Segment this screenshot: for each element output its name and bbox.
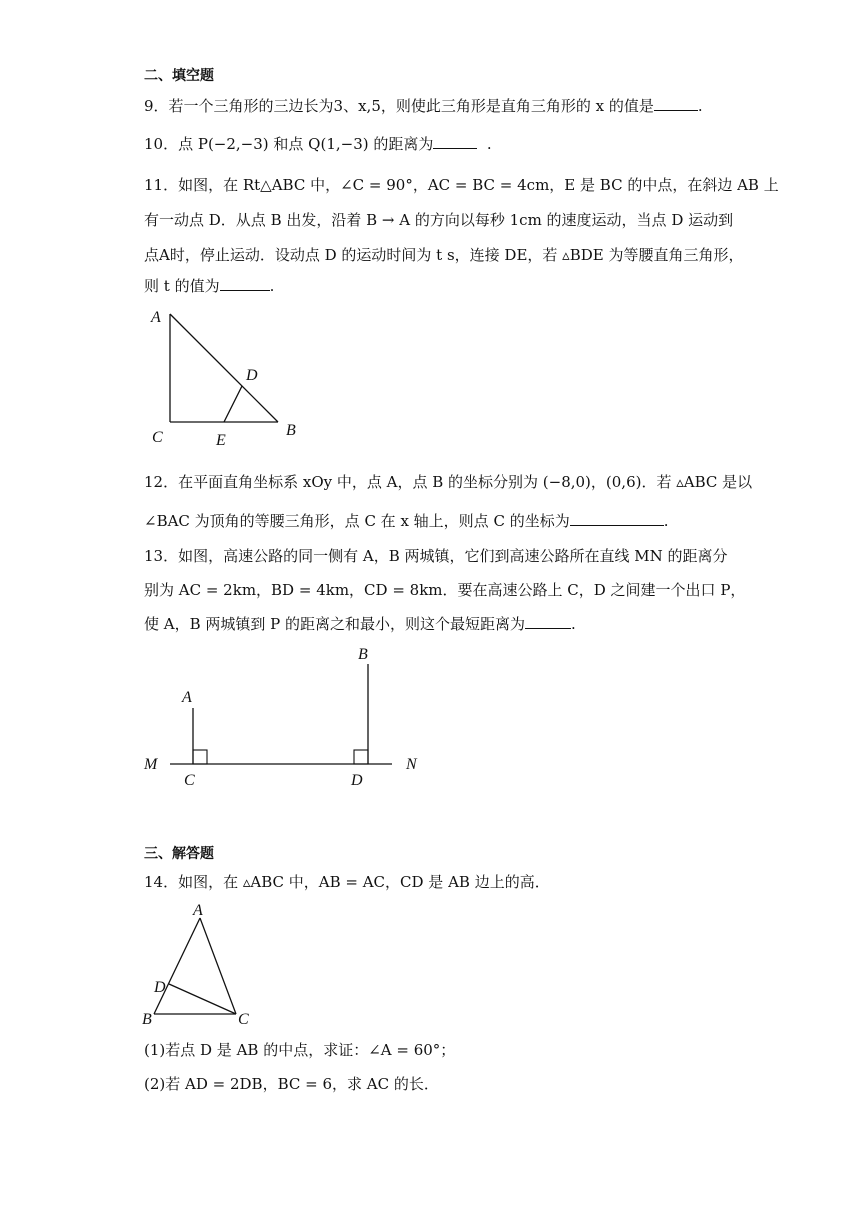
q10-end: . xyxy=(486,135,492,153)
question-11-line-2: 有一动点 D．从点 B 出发，沿着 B → A 的方向以每秒 1cm 的速度运动，当点 D 运动到 xyxy=(144,211,734,229)
q10-answer-blank[interactable] xyxy=(433,134,477,149)
q10-text: 10．点 P(−2,−3) 和点 Q(1,−3) 的距离为 xyxy=(144,135,434,153)
question-14-line-1: 14．如图，在 ▵ABC 中，AB = AC，CD 是 AB 边上的高． xyxy=(144,873,550,891)
question-12-line-1: 12．在平面直角坐标系 xOy 中，点 A，点 B 的坐标分别为 (−8,0)，(0,6)．若 ▵ABC 是以 xyxy=(144,473,753,491)
question-14-part-2: (2)若 AD = 2DB，BC = 6，求 AC 的长． xyxy=(144,1075,439,1093)
section-heading-fill-in: 二、填空题 xyxy=(144,68,214,84)
q9-end: . xyxy=(697,97,703,115)
q11-label-b: B xyxy=(286,422,296,439)
q13-label-d: D xyxy=(351,772,363,789)
q11-figure-right-triangle xyxy=(140,300,320,450)
question-14-part-1: (1)若点 D 是 AB 的中点，求证：∠A = 60°； xyxy=(144,1041,456,1059)
q14-segment-ab xyxy=(154,918,200,1014)
q11-text: 则 t 的值为 xyxy=(144,277,220,295)
q13-right-angle-c xyxy=(193,750,207,764)
q12-text: ∠BAC 为顶角的等腰三角形，点 C 在 x 轴上，则点 C 的坐标为 xyxy=(144,512,570,530)
q11-segment-ab xyxy=(170,314,278,422)
q13-right-angle-d xyxy=(354,750,368,764)
section-heading-solutions: 三、解答题 xyxy=(144,846,214,862)
q13-end: . xyxy=(571,615,576,633)
question-13-line-3 xyxy=(144,614,576,634)
question-11-line-1: 11．如图，在 Rt△ABC 中，∠C = 90°，AC = BC = 4cm，E 是 BC 的中点，在斜边 AB 上 xyxy=(144,176,779,194)
q13-label-b: B xyxy=(358,646,368,663)
q13-label-m: M xyxy=(144,756,158,773)
q11-label-c: C xyxy=(152,429,163,446)
q11-segment-de xyxy=(224,386,242,422)
q13-label-a: A xyxy=(182,689,192,706)
q12-answer-blank[interactable] xyxy=(570,511,664,526)
q14-label-c: C xyxy=(238,1011,249,1028)
question-12-line-2 xyxy=(144,511,668,531)
question-13-line-1: 13．如图，高速公路的同一侧有 A，B 两城镇，它们到高速公路所在直线 MN 的距离分 xyxy=(144,547,728,565)
q11-answer-blank[interactable] xyxy=(220,276,270,291)
q9-text: 9．若一个三角形的三边长为3、x,5，则使此三角形是直角三角形的 x 的值是 xyxy=(144,97,654,115)
q13-answer-blank[interactable] xyxy=(525,614,571,629)
q13-text: 使 A，B 两城镇到 P 的距离之和最小，则这个最短距离为 xyxy=(144,615,526,633)
q12-end: . xyxy=(663,512,669,530)
question-11-line-4 xyxy=(144,276,274,296)
q14-figure-isosceles-triangle xyxy=(138,900,268,1030)
q11-label-e: E xyxy=(216,432,226,449)
question-10 xyxy=(144,134,492,154)
q13-label-n: N xyxy=(406,756,417,773)
q14-label-a: A xyxy=(193,902,203,919)
question-9 xyxy=(144,96,703,116)
q14-label-b: B xyxy=(142,1011,152,1028)
q11-end: . xyxy=(269,277,275,295)
q13-figure-highway xyxy=(140,640,440,795)
q9-answer-blank[interactable] xyxy=(654,96,698,111)
q14-label-d: D xyxy=(154,979,166,996)
q11-label-a: A xyxy=(151,309,161,326)
question-13-line-2: 别为 AC = 2km，BD = 4km，CD = 8km．要在高速公路上 C，D 之间建一个出口 P， xyxy=(144,581,746,599)
q11-label-d: D xyxy=(246,367,258,384)
q13-label-c: C xyxy=(184,772,195,789)
question-11-line-3: 点A时，停止运动．设动点 D 的运动时间为 t s，连接 DE，若 ▵BDE 为等腰直角三角形， xyxy=(144,246,744,264)
